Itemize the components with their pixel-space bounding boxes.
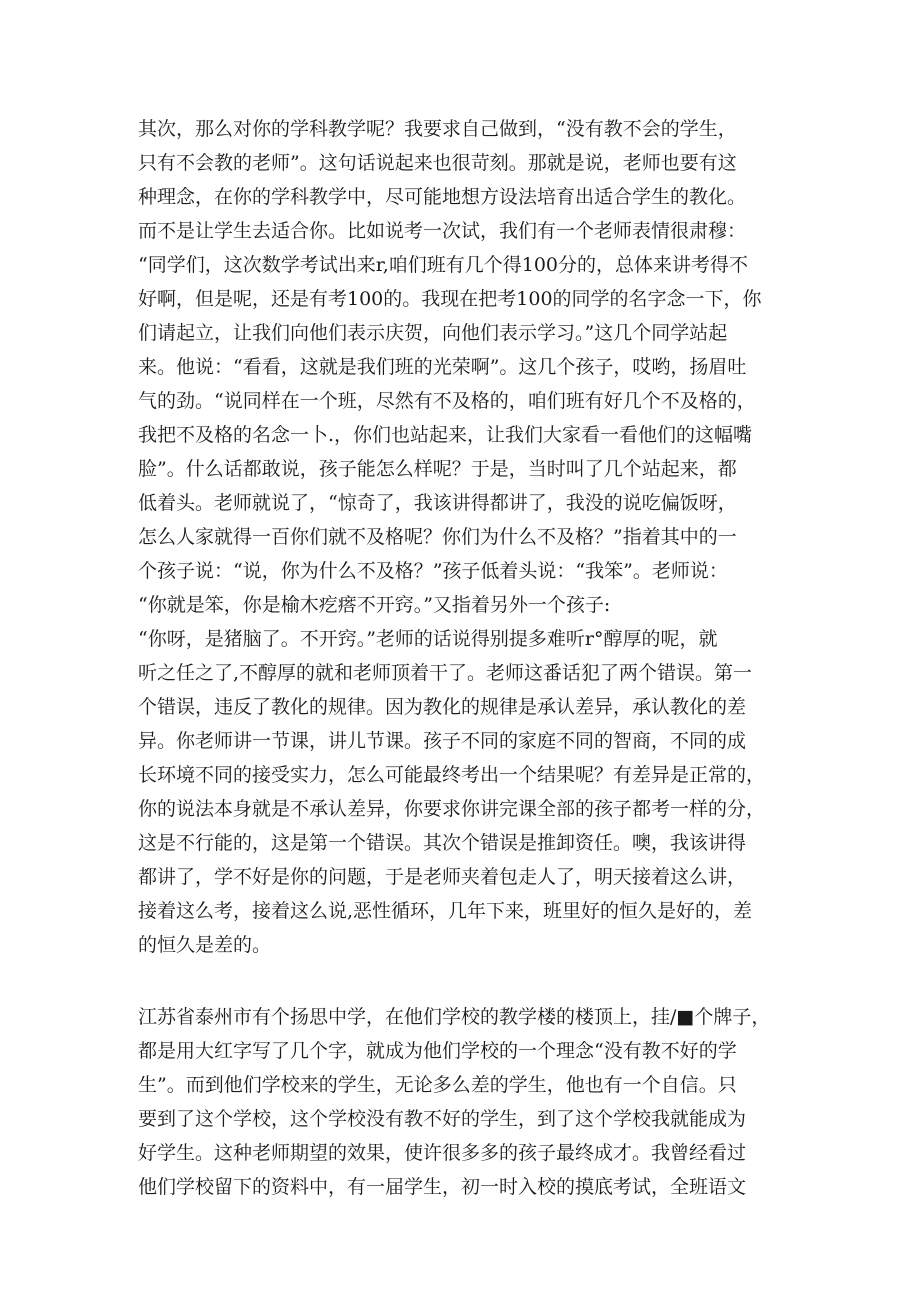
text-line: 好学生。这种老师期望的效果，使许很多多的孩子最终成才。我曾经看过 xyxy=(138,1142,747,1164)
text-line: 听之任之了,不醇厚的就和老师顶着干了。老师这番话犯了两个错误。第一 xyxy=(138,662,753,684)
text-line: 你的说法本身就是不承认差异，你要求你讲完课全部的孩子都考一样的分， xyxy=(138,798,766,820)
text-line: “同学们，这次数学考试出来r,咱们班有几个得100分的，总体来讲考得不 xyxy=(138,254,749,276)
text-line: 个孩子说：“说，你为什么不及格？”孩子低着头说：“我笨”。老师说： xyxy=(138,560,728,582)
text-line: 气的劲。“说同样在一个班，尽然有不及格的，咱们班有好几个不及格的， xyxy=(138,390,756,412)
text-line: 其次，那么对你的学科教学呢？我要求自己做到，“没有教不会的学生， xyxy=(138,118,737,140)
text-line: 生”。而到他们学校来的学生，无论多么差的学生，他也有一个自信。只 xyxy=(138,1074,737,1096)
text-line: 江苏省泰州市有个扬思中学，在他们学校的教学楼的楼顶上，挂/■个牌子， xyxy=(138,1006,771,1028)
text-line: 要到了这个学校，这个学校没有教不好的学生，到了这个学校我就能成为 xyxy=(138,1108,747,1130)
text-line: 脸”。什么话都敢说，孩子能怎么样呢？于是，当时叫了几个站起来，都 xyxy=(138,458,737,480)
text-line: 他们学校留下的资料中，有一届学生，初一时入校的摸底考试，全班语文 xyxy=(138,1176,747,1198)
text-line: 低着头。老师就说了，“惊奇了，我该讲得都讲了，我没的说吃偏饭呀， xyxy=(138,492,737,514)
text-line: 来。他说：“看看，这就是我们班的光荣啊”。这几个孩子，哎哟，扬眉吐 xyxy=(138,356,747,378)
text-line: 这是不行能的，这是第一个错误。其次个错误是推卸资任。噢，我该讲得 xyxy=(138,832,747,854)
text-line: 接着这么考，接着这么说,恶性循环，几年下来，班里好的恒久是好的，差 xyxy=(138,900,753,922)
text-line: 的恒久是差的。 xyxy=(138,934,272,956)
text-line: 只有不会教的老师”。这句话说起来也很苛刻。那就是说，老师也要有这 xyxy=(138,152,737,174)
text-line: 个错误，违反了教化的规律。因为教化的规律是承认差异，承认教化的差 xyxy=(138,696,747,718)
text-line: “你就是笨，你是榆木疙瘩不开窍。”又指着另外一个孩子: xyxy=(138,594,611,616)
paragraph xyxy=(138,112,788,962)
text-line: 异。你老师讲一节课，讲儿节课。孩子不同的家庭不同的智商，不同的成 xyxy=(138,730,747,752)
text-line: 都讲了，学不好是你的问题，于是老师夹着包走人了，明天接着这么讲， xyxy=(138,866,747,888)
text-line: 好啊，但是呢，还是有考100的。我现在把考100的同学的名字念一下，你 xyxy=(138,288,762,310)
text-line: 而不是让学生去适合你。比如说考一次试，我们有一个老师表情很肃穆： xyxy=(138,220,747,242)
paragraph xyxy=(138,1000,788,1204)
text-line: 种理念，在你的学科教学中，尽可能地想方设法培育出适合学生的教化。 xyxy=(138,186,747,208)
text-line: 们请起立，让我们向他们表示庆贺，向他们表示学习。”这几个同学站起 xyxy=(138,322,728,344)
text-line: 都是用大红字写了几个字，就成为他们学校的一个理念“没有教不好的学 xyxy=(138,1040,737,1062)
text-line: 怎么人家就得一百你们就不及格呢？你们为什么不及格？”指着其中的一 xyxy=(138,526,737,548)
text-line: 我把不及格的名念一卜.，你们也站起来，让我们大家看一看他们的这幅嘴 xyxy=(138,424,753,446)
text-line: 长环境不同的接受实力，怎么可能最终考出一个结果呢？有差异是正常的， xyxy=(138,764,766,786)
text-line: “你呀，是猪脑了。不开窍。”老师的话说得别提多难听r°醇厚的呢，就 xyxy=(138,628,718,650)
